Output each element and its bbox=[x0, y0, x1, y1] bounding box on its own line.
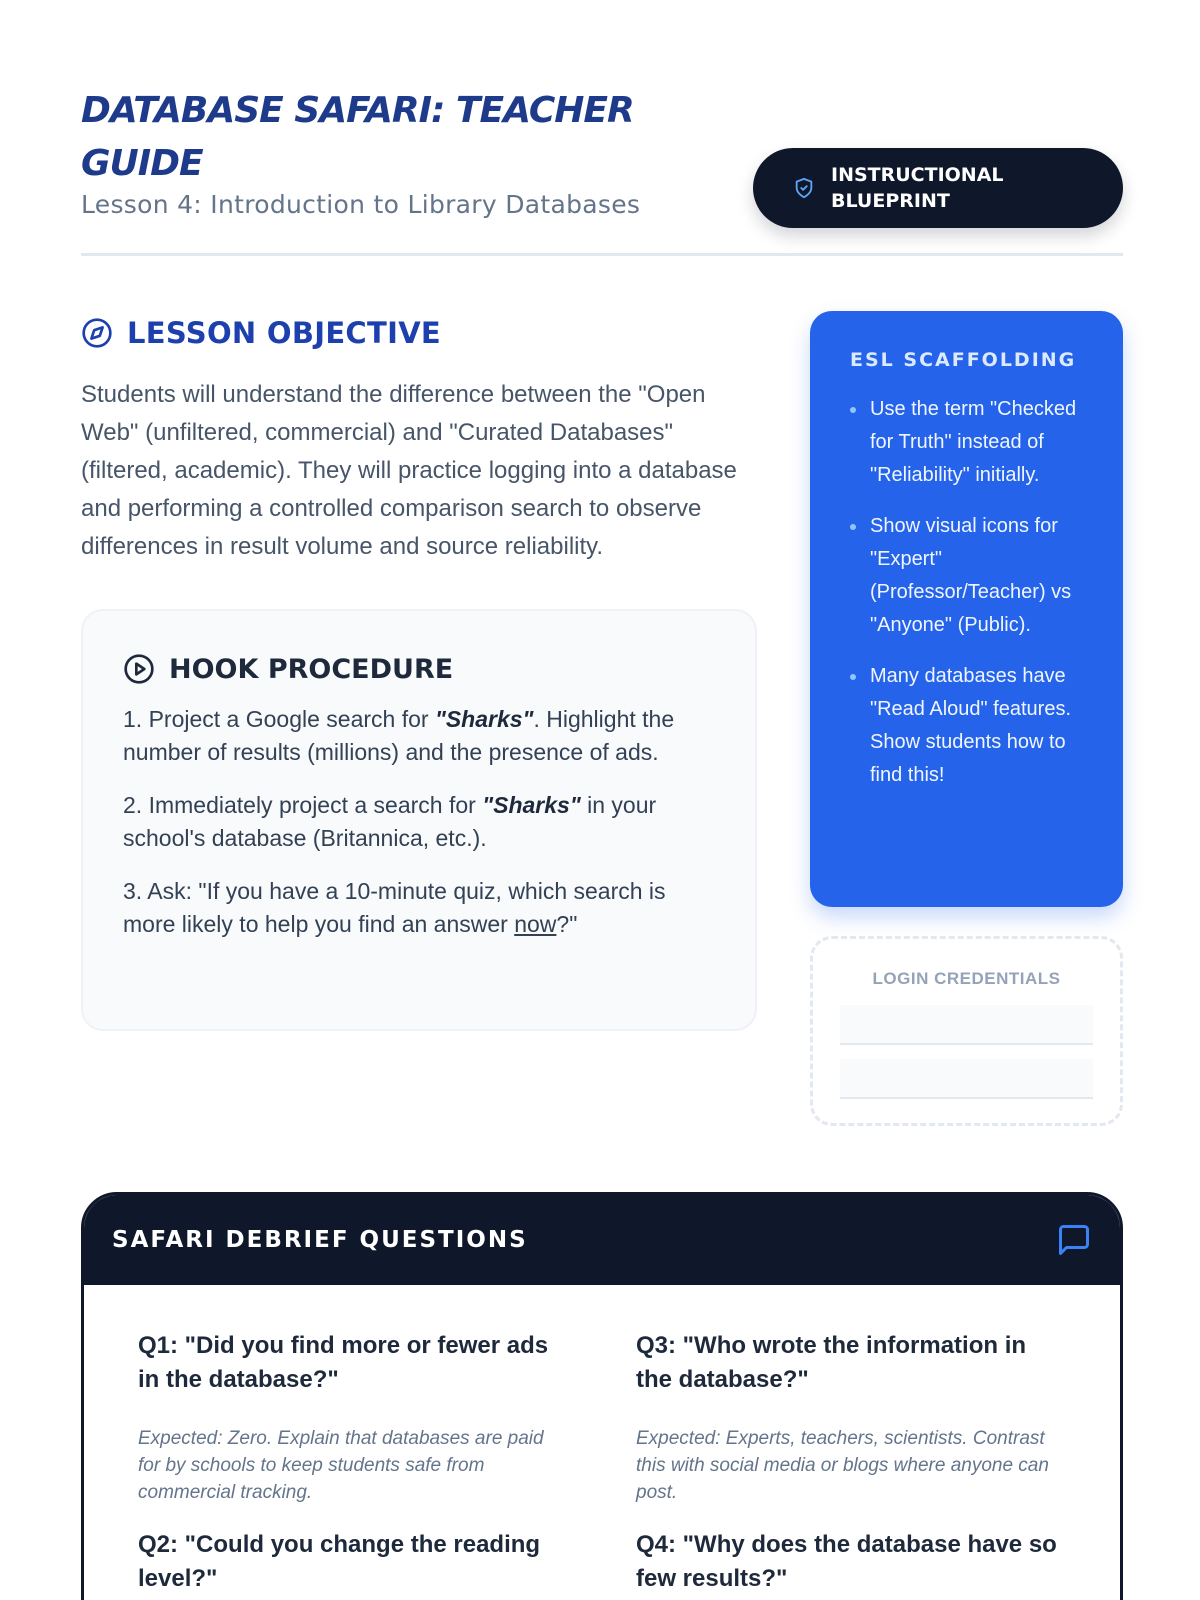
login-credentials-box bbox=[810, 936, 1123, 1126]
guide-header bbox=[81, 84, 1123, 256]
login-title: LOGIN CREDENTIALS bbox=[872, 969, 1061, 988]
page-title: DATABASE SAFARI: TEACHER GUIDE bbox=[81, 90, 634, 184]
hook-step-2: 2. Immediately project a search for "Sharks" in your school's database (Britannica, etc.). bbox=[123, 792, 657, 851]
debrief-header bbox=[84, 1195, 1120, 1285]
question-block bbox=[138, 1329, 568, 1600]
hook-title: HOOK PROCEDURE bbox=[169, 653, 454, 685]
debrief-section bbox=[81, 1192, 1123, 1600]
username-line[interactable] bbox=[840, 1005, 1093, 1045]
question-block bbox=[636, 1329, 1066, 1600]
question-text: Q4: "Why does the database have so few results?" bbox=[636, 1531, 1057, 1592]
page-subtitle: Lesson 4: Introduction to Library Databases bbox=[81, 190, 641, 219]
hook-procedure-card bbox=[81, 609, 757, 1031]
debrief-title: SAFARI DEBRIEF QUESTIONS bbox=[112, 1227, 528, 1253]
blueprint-badge bbox=[753, 148, 1123, 228]
shield-check-icon bbox=[793, 177, 815, 199]
esl-item: Use the term "Checked for Truth" instead of "Reliability" initially. bbox=[850, 393, 1085, 492]
objective-text: Students will understand the difference between the "Open Web" (unfiltered, commercial) and "Curated Databases" (filtered, academic). They will practice logging into a database and performing a controlled comparison search to observe differences in result volume and source reliability. bbox=[81, 381, 737, 560]
message-square-icon bbox=[1056, 1222, 1092, 1258]
esl-scaffolding-card bbox=[810, 311, 1123, 907]
question-text: Q3: "Who wrote the information in the database?" bbox=[636, 1332, 1027, 1393]
objective-heading bbox=[81, 316, 441, 350]
debrief-questions bbox=[84, 1285, 1120, 1600]
question-text: Q1: "Did you find more or fewer ads in the database?" bbox=[138, 1332, 549, 1393]
esl-item: Many databases have "Read Aloud" features. Show students how to find this! bbox=[850, 660, 1085, 792]
password-line[interactable] bbox=[840, 1059, 1093, 1099]
question-text: Q2: "Could you change the reading level?" bbox=[138, 1531, 541, 1592]
expected-answer: Expected: Zero. Explain that databases are paid for by schools to keep students safe from commercial tracking. bbox=[138, 1428, 544, 1503]
expected-answer: Expected: Experts, teachers, scientists. Contrast this with social media or blogs where anyone can post. bbox=[636, 1428, 1049, 1503]
play-circle-icon bbox=[123, 653, 155, 685]
compass-icon bbox=[81, 317, 113, 349]
hook-step-1: 1. Project a Google search for "Sharks". Highlight the number of results (millions) and the presence of ads. bbox=[123, 706, 675, 765]
esl-list bbox=[850, 393, 1085, 792]
badge-label: INSTRUCTIONAL BLUEPRINT bbox=[831, 164, 1004, 212]
esl-title: ESL SCAFFOLDING bbox=[850, 349, 1077, 371]
hook-step-3: 3. Ask: "If you have a 10-minute quiz, which search is more likely to help you find an answer now?" bbox=[123, 878, 666, 937]
objective-title: LESSON OBJECTIVE bbox=[127, 316, 442, 350]
esl-item: Show visual icons for "Expert" (Professor/Teacher) vs "Anyone" (Public). bbox=[850, 510, 1085, 642]
